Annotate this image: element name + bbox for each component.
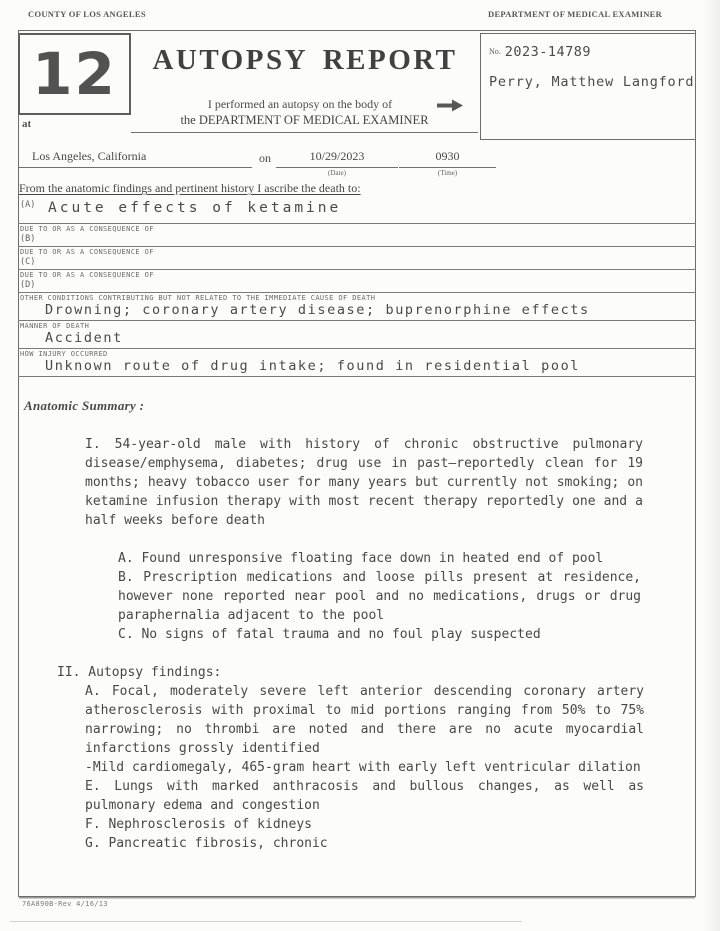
autopsy-findings-heading: II. Autopsy findings:	[57, 665, 222, 680]
report-title: AUTOPSY REPORT	[152, 44, 458, 76]
footer-scan-line	[10, 921, 522, 922]
cause-c-label: (C)	[20, 257, 36, 267]
summary-item-c: C. No signs of fatal trauma and no foul play suspected	[118, 627, 541, 642]
ascription-line: From the anatomic findings and pertinent history I ascribe the death to:	[19, 181, 361, 195]
time-caption: (Time)	[437, 169, 458, 177]
summary-item-b: B. Prescription medications and loose pills present at residence, however none reported near pool and no medications, drugs or drug paraphernalia adjacent to the pool	[118, 570, 641, 623]
cause-a-label: (A)	[20, 200, 36, 210]
summary-item-a: A. Found unresponsive floating face down in heated end of pool	[118, 551, 604, 566]
case-number-row	[489, 43, 591, 61]
cause-a-row	[18, 197, 696, 224]
cause-c-row	[18, 247, 696, 270]
autopsy-time: 0930	[399, 149, 496, 168]
due-to-label-c: DUE TO OR AS A CONSEQUENCE OF	[20, 248, 154, 256]
case-number: 2023-14789	[504, 44, 592, 60]
manner-of-death-row	[18, 321, 696, 349]
findings-item-a: A. Focal, moderately severe left anterior descending coronary artery atherosclerosis with proximal to mid portions ranging from 50% to 75% narrowing; no thrombi are noted and there are no acute myocardial infarctions grossly identified	[85, 684, 644, 756]
at-label: at	[22, 118, 32, 130]
summary-paragraph-1: I. 54-year-old male with history of chronic obstructive pulmonary disease/emphysema, diabetes; drug use in past—reportedly clean for 19 months; heavy tobacco user for many years but currently not smoking; on ketamine infusion therapy with most recent therapy reportedly one and a half weeks before death	[85, 437, 643, 528]
anatomic-summary-section	[0, 390, 720, 853]
findings-item-e: E. Lungs with marked anthracosis and bullous changes, as well as pulmonary edema and congestion	[85, 779, 644, 813]
performed-line: I performed an autopsy on the body of	[207, 97, 393, 111]
cause-d-label: (D)	[20, 280, 36, 290]
due-to-label-d: DUE TO OR AS A CONSEQUENCE OF	[20, 271, 154, 279]
how-injury-occurred-label: HOW INJURY OCCURRED	[20, 350, 108, 358]
decedent-name: Perry, Matthew Langford	[489, 74, 695, 90]
autopsy-date: 10/29/2023	[276, 149, 398, 168]
cause-a-value: Acute effects of ketamine	[48, 200, 342, 216]
anatomic-summary-heading: Anatomic Summary :	[24, 398, 145, 413]
cause-of-death-section	[18, 197, 696, 377]
how-injury-occurred-value: Unknown route of drug intake; found in residential pool	[45, 358, 581, 374]
form-number: 12	[32, 40, 117, 108]
department-label: DEPARTMENT OF MEDICAL EXAMINER	[488, 9, 663, 19]
location-city: Los Angeles, California	[18, 149, 252, 168]
form-number-box	[18, 33, 131, 115]
other-conditions-label: OTHER CONDITIONS CONTRIBUTING BUT NOT RELATED TO THE IMMEDIATE CAUSE OF DEATH	[20, 294, 376, 302]
manner-of-death-label: MANNER OF DEATH	[20, 322, 90, 330]
manner-of-death-value: Accident	[45, 330, 123, 346]
cause-b-label: (B)	[20, 234, 36, 244]
case-number-label: No.	[489, 47, 501, 56]
other-conditions-value: Drowning; coronary artery disease; buprenorphine effects	[45, 302, 590, 318]
county-label: COUNTY OF LOS ANGELES	[28, 9, 146, 19]
findings-item-a-sub: -Mild cardiomegaly, 465-gram heart with early left ventricular dilation	[85, 760, 641, 775]
case-info-box	[480, 33, 696, 140]
findings-item-g: G. Pancreatic fibrosis, chronic	[85, 836, 328, 851]
cause-d-row	[18, 270, 696, 293]
date-caption: (Date)	[328, 169, 346, 177]
cause-b-row	[18, 224, 696, 247]
form-reference-number: 76A890B-Rev 4/16/13	[22, 900, 108, 908]
on-label: on	[259, 151, 271, 165]
due-to-label-b: DUE TO OR AS A CONSEQUENCE OF	[20, 225, 154, 233]
how-injury-occurred-row	[18, 349, 696, 377]
department-line: the DEPARTMENT OF MEDICAL EXAMINER	[131, 113, 478, 133]
findings-item-f: F. Nephrosclerosis of kidneys	[85, 817, 312, 832]
other-conditions-row	[18, 293, 696, 321]
